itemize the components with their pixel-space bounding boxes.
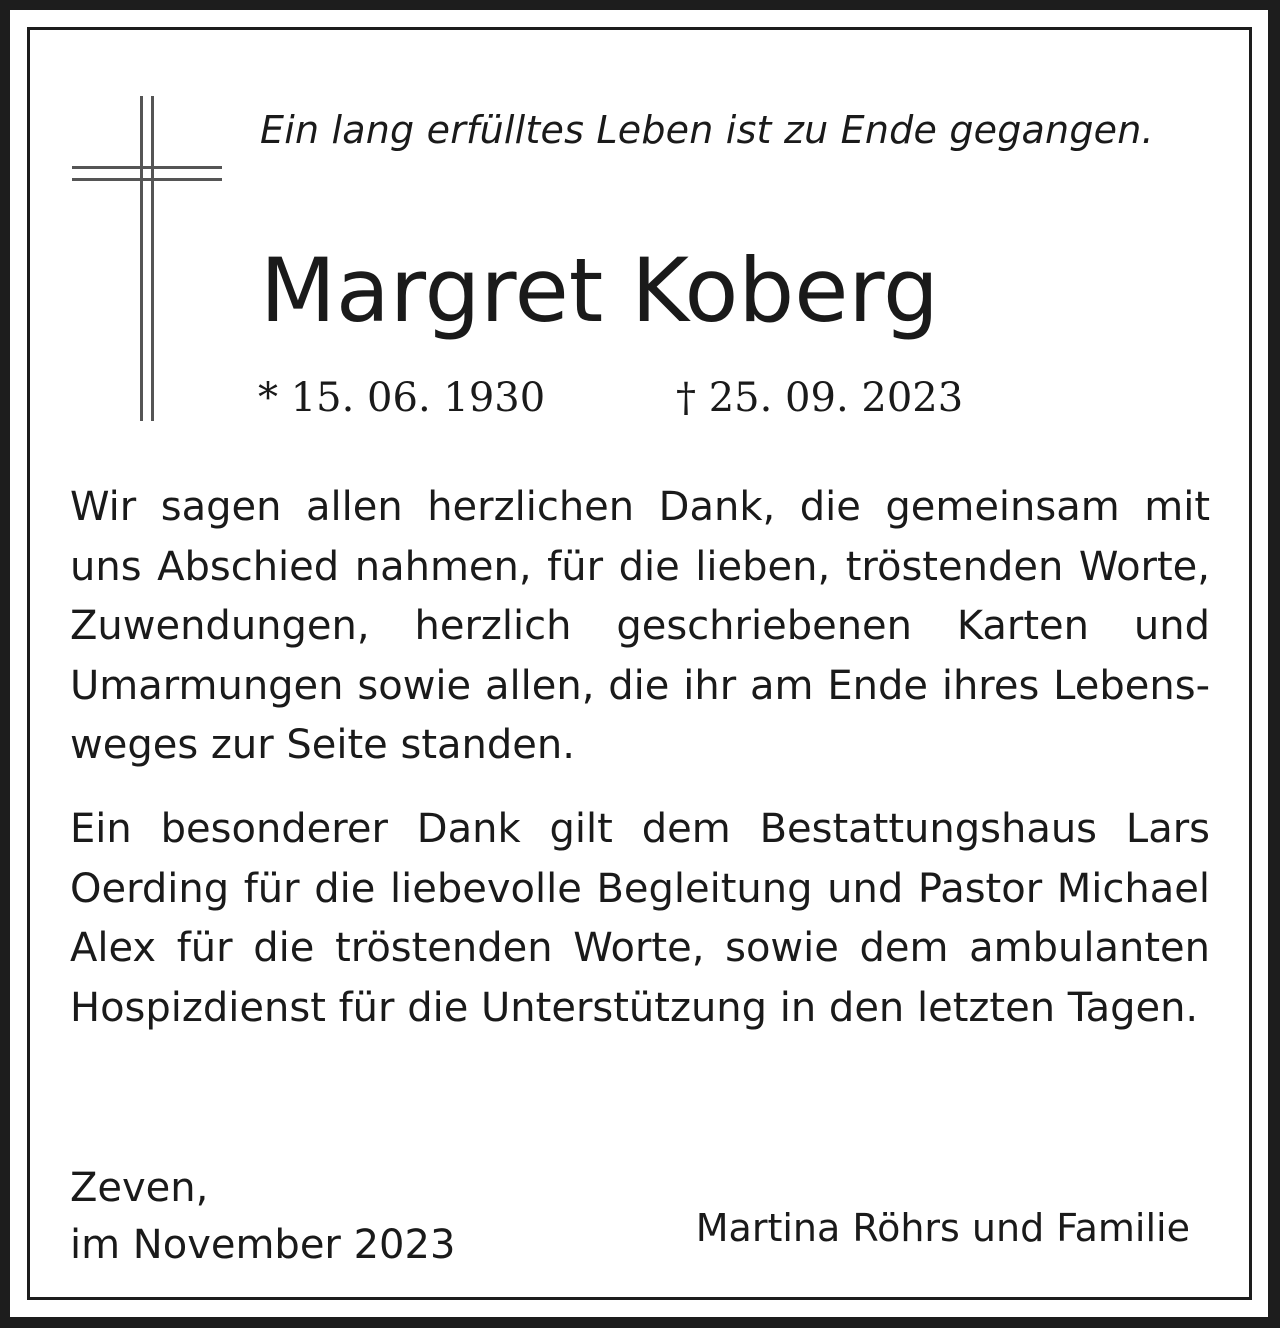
special-thanks-paragraph: Ein besonderer Dank gilt dem Bestattungshaus Lars Oerding für die liebevolle Begleitung und Pastor Michael Alex für die tröstenden Worte, sowie dem ambulanten Hospizdienst für die Unterstützung in den letzten Tagen. — [70, 806, 1210, 1031]
birth-date: * 15. 06. 1930 — [258, 375, 546, 421]
deceased-name: Margret Koberg — [260, 239, 939, 342]
thanks-paragraph: Wir sagen allen herzlichen Dank, die gemeinsam mit uns Abschied nahmen, für die lieben, tröstenden Worte, Zuwendungen, herzlich geschriebenen Karten und Umarmungen sowie allen, die ihr am Ende ihres Lebensweges zur Seite standen. — [70, 484, 1210, 768]
motto-line: Ein lang erfülltes Leben ist zu Ende gegangen. — [260, 108, 1154, 152]
obituary-notice — [10, 10, 1268, 1317]
signature: Martina Röhrs und Familie — [695, 1206, 1190, 1250]
cross-icon — [72, 96, 222, 421]
death-date: † 25. 09. 2023 — [676, 375, 964, 421]
place-name: Zeven, — [70, 1165, 209, 1211]
place-date — [70, 1160, 455, 1274]
notice-date: im November 2023 — [70, 1222, 456, 1268]
life-dates — [10, 375, 1268, 435]
